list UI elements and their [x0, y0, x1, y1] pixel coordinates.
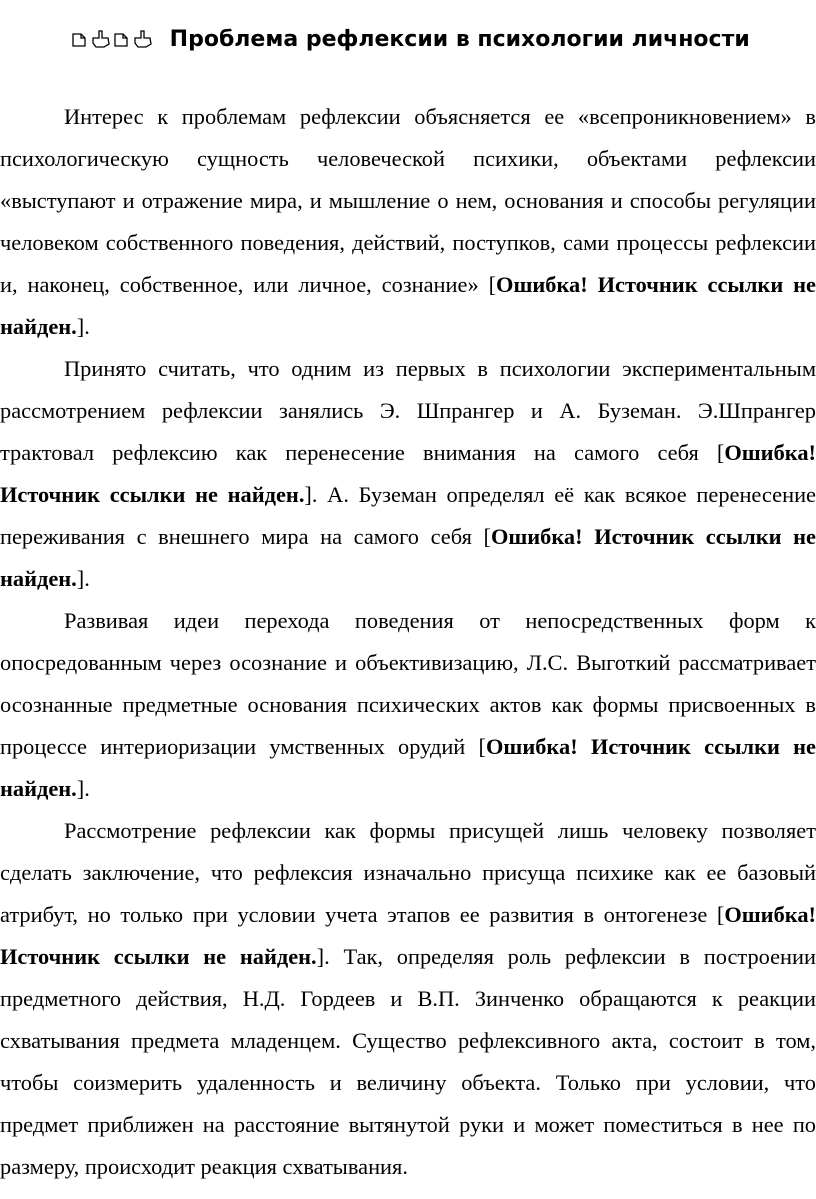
document-body — [0, 96, 816, 1188]
reference-error-text: Ошибка! Источник ссылки не найден. — [0, 902, 816, 969]
paragraph — [0, 600, 816, 810]
reference-error-text: Ошибка! Источник ссылки не найден. — [0, 734, 816, 801]
paragraph-text: ]. А. Буземан определял её как всякое перенесение переживания с внешнего мира на самого себя [ — [0, 482, 816, 549]
paragraph-text: ]. — [76, 314, 90, 339]
paragraph — [0, 96, 816, 348]
paragraph-text: ]. — [76, 776, 90, 801]
document-icon — [112, 29, 132, 49]
paragraph-text: ]. — [76, 566, 90, 591]
hand-pointer-icon — [132, 29, 154, 49]
paragraph-text: ]. Так, определяя роль рефлексии в построении предметного действия, Н.Д. Гордеев и В.П. Зинченко обращаются к реакции схватывания предмета младенцем. Существо рефлексивного акта, состоит в том, чтобы соизмерить удаленность и величину объекта. Только при условии, что предмет приближен на расстояние вытянутой руки и может поместиться в нее по размеру, происходит реакция схватывания. — [0, 944, 816, 1179]
hand-pointer-icon — [90, 29, 112, 49]
paragraph — [0, 348, 816, 600]
section-heading — [70, 20, 810, 60]
reference-error-text: Ошибка! Источник ссылки не найден. — [0, 524, 816, 591]
heading-marker-glyphs — [70, 20, 154, 60]
paragraph-text: Развивая идеи перехода поведения от непосредственных форм к опосредованным через осознание и объективизацию, Л.С. Выготкий рассматривает осознанные предметные основания психических актов как формы присвоенных в процессе интериоризации умственных орудий [ — [0, 608, 816, 759]
heading-title: Проблема рефлексии в психологии личности — [169, 27, 750, 52]
reference-error-text: Ошибка! Источник ссылки не найден. — [0, 272, 816, 339]
paragraph-text: Принято считать, что одним из первых в психологии экспериментальным рассмотрением рефлексии занялись Э. Шпрангер и А. Буземан. Э.Шпрангер трактовал рефлексию как перенесение внимания на самого себя [ — [0, 356, 816, 465]
paragraph-text: Рассмотрение рефлексии как формы присущей лишь человеку позволяет сделать заключение, что рефлексия изначально присуща психике как ее базовый атрибут, но только при условии учета этапов ее развития в онтогенезе [ — [0, 818, 816, 927]
paragraph — [0, 810, 816, 1188]
paragraph-text: Интерес к проблемам рефлексии объясняется ее «всепроникновением» в психологическую сущность человеческой психики, объектами рефлексии «выступают и отражение мира, и мышление о нем, основания и способы регуляции человеком собственного поведения, действий, поступков, сами процессы рефлексии и, наконец, собственное, или личное, сознание» [ — [0, 104, 816, 297]
document-icon — [70, 29, 90, 49]
reference-error-text: Ошибка! Источник ссылки не найден. — [0, 440, 816, 507]
